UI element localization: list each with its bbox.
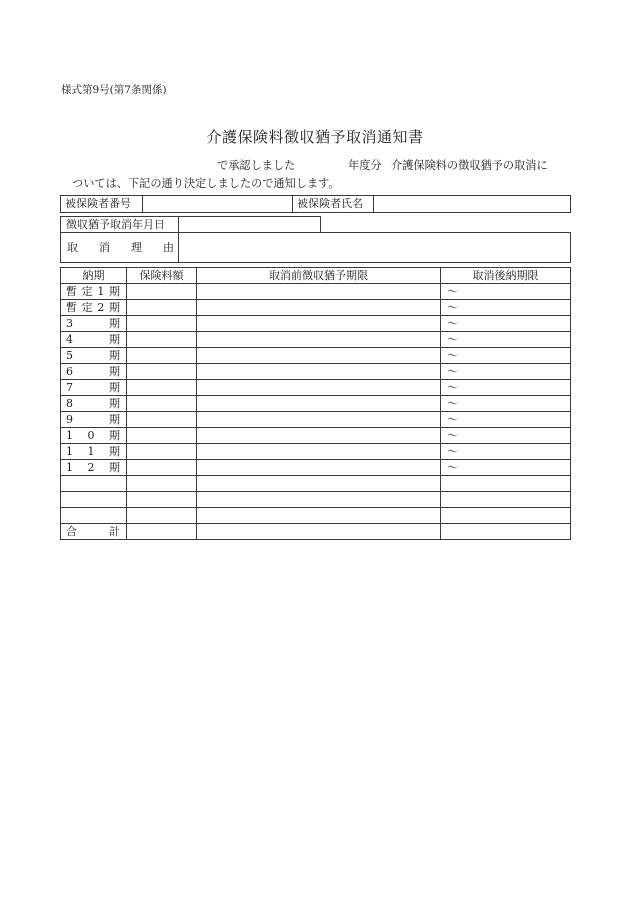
- after-deadline-cell: ～: [441, 332, 571, 348]
- before-deadline-cell: [197, 508, 441, 524]
- period-cell: [61, 460, 127, 476]
- schedule-total-row: [61, 524, 571, 540]
- amount-cell: [127, 364, 197, 380]
- label-char: 5: [66, 348, 73, 362]
- period-cell: [61, 300, 127, 316]
- label-char: 計: [109, 524, 120, 538]
- after-deadline-cell: [441, 508, 571, 524]
- label-char: 2: [87, 460, 95, 474]
- label-char: 1: [66, 460, 73, 474]
- form-number: 様式第9号(第7条関係): [61, 84, 167, 96]
- schedule-row: [61, 476, 571, 492]
- period-cell: [61, 524, 127, 540]
- schedule-row: [61, 364, 571, 380]
- label-char: 期: [108, 284, 120, 298]
- amount-cell: [127, 332, 197, 348]
- amount-cell: [127, 508, 197, 524]
- period-label: [66, 365, 120, 379]
- after-deadline-cell: ～: [441, 412, 571, 428]
- period-cell: [61, 284, 127, 300]
- label-char: 8: [66, 396, 73, 410]
- period-label: [66, 413, 120, 427]
- period-cell: [61, 364, 127, 380]
- period-label: [66, 445, 120, 459]
- period-cell: [61, 380, 127, 396]
- label-char: 期: [109, 316, 120, 330]
- label-char: 取: [67, 240, 78, 254]
- period-cell: [61, 348, 127, 364]
- label-char: 3: [66, 316, 73, 330]
- schedule-row: [61, 300, 571, 316]
- label-char: 期: [109, 332, 120, 346]
- label-char: 2: [97, 300, 105, 314]
- period-label: [66, 333, 120, 347]
- label-char: 理: [131, 240, 142, 254]
- schedule-row: [61, 396, 571, 412]
- label-char: 1: [97, 284, 105, 298]
- after-deadline-cell: ～: [441, 380, 571, 396]
- period-cell: [61, 492, 127, 508]
- label-char: 期: [109, 428, 120, 442]
- before-deadline-cell: [197, 364, 441, 380]
- label-char: 1: [87, 444, 95, 458]
- payment-schedule-table: [60, 267, 571, 540]
- before-deadline-cell: [197, 476, 441, 492]
- before-deadline-cell: [197, 332, 441, 348]
- period-cell: [61, 444, 127, 460]
- before-deadline-cell: [197, 316, 441, 332]
- before-deadline-cell: [197, 428, 441, 444]
- period-cell: [61, 316, 127, 332]
- header-payment-period: 納期: [61, 268, 127, 284]
- intro-fiscal-year-text: 年度分: [348, 159, 382, 172]
- schedule-row: [61, 316, 571, 332]
- before-deadline-cell: [197, 460, 441, 476]
- amount-cell: [127, 284, 197, 300]
- before-deadline-cell: [197, 284, 441, 300]
- schedule-row: [61, 460, 571, 476]
- amount-cell: [127, 444, 197, 460]
- label-char: 定: [81, 284, 93, 298]
- amount-cell: [127, 300, 197, 316]
- insured-info-table: [60, 195, 571, 213]
- amount-cell: [127, 380, 197, 396]
- after-deadline-cell: ～: [441, 316, 571, 332]
- schedule-row: [61, 444, 571, 460]
- before-deadline-cell: [197, 412, 441, 428]
- label-char: 合: [66, 524, 77, 538]
- header-premium-amount: 保険料額: [127, 268, 197, 284]
- schedule-header-row: [61, 268, 571, 284]
- after-deadline-cell: [441, 492, 571, 508]
- amount-cell: [127, 476, 197, 492]
- period-label: [66, 301, 120, 315]
- cancellation-reason-value: [179, 233, 571, 263]
- period-cell: [61, 476, 127, 492]
- before-deadline-cell: [197, 444, 441, 460]
- period-label: [66, 349, 120, 363]
- before-deadline-cell: [197, 348, 441, 364]
- after-deadline-cell: ～: [441, 348, 571, 364]
- before-deadline-cell: [197, 492, 441, 508]
- cancellation-date-row: [61, 217, 321, 233]
- period-cell: [61, 428, 127, 444]
- label-char: 1: [66, 428, 73, 442]
- label-char: 1: [66, 444, 73, 458]
- before-deadline-cell: [197, 396, 441, 412]
- period-cell: [61, 508, 127, 524]
- period-cell: [61, 332, 127, 348]
- amount-cell: [127, 524, 197, 540]
- period-cell: [61, 412, 127, 428]
- label-char: 期: [109, 396, 120, 410]
- period-label: [66, 317, 120, 331]
- intro-notice-text: ついては、下記の通り決定しましたので通知します。: [72, 177, 340, 190]
- before-deadline-cell: [197, 380, 441, 396]
- cancellation-date-label: 徴収猶予取消年月日: [61, 217, 179, 233]
- label-char: 定: [81, 300, 93, 314]
- period-label: [66, 461, 120, 475]
- header-before-deadline: 取消前徴収猶予期限: [197, 268, 441, 284]
- label-char: 期: [108, 300, 120, 314]
- after-deadline-cell: ～: [441, 284, 571, 300]
- document-title: 介護保険料徴収猶予取消通知書: [206, 128, 424, 146]
- amount-cell: [127, 348, 197, 364]
- after-deadline-cell: ～: [441, 300, 571, 316]
- schedule-row: [61, 412, 571, 428]
- schedule-row: [61, 332, 571, 348]
- before-deadline-cell: [197, 524, 441, 540]
- after-deadline-cell: [441, 524, 571, 540]
- label-char: 4: [66, 332, 73, 346]
- insured-name-value: [374, 196, 571, 213]
- period-label: [66, 397, 120, 411]
- schedule-row: [61, 492, 571, 508]
- schedule-body: [61, 284, 571, 540]
- cancellation-reason-table: [60, 232, 571, 263]
- after-deadline-cell: ～: [441, 444, 571, 460]
- label-char: 6: [66, 364, 73, 378]
- label-char: 期: [109, 412, 120, 426]
- amount-cell: [127, 316, 197, 332]
- cancellation-date-table: [60, 216, 321, 233]
- insured-number-value: [143, 196, 293, 213]
- amount-cell: [127, 492, 197, 508]
- cancellation-reason-label: [67, 241, 174, 255]
- label-char: 期: [109, 444, 120, 458]
- period-label: [66, 525, 120, 539]
- after-deadline-cell: ～: [441, 396, 571, 412]
- amount-cell: [127, 460, 197, 476]
- label-char: 0: [87, 428, 95, 442]
- label-char: 暫: [66, 300, 77, 314]
- period-label: [66, 381, 120, 395]
- label-char: 期: [109, 380, 120, 394]
- cancellation-reason-label-cell: [61, 233, 179, 263]
- period-label: [66, 285, 120, 299]
- period-label: [66, 429, 120, 443]
- schedule-row: [61, 284, 571, 300]
- amount-cell: [127, 412, 197, 428]
- insured-name-label: 被保険者氏名: [293, 196, 374, 213]
- after-deadline-cell: ～: [441, 460, 571, 476]
- amount-cell: [127, 396, 197, 412]
- schedule-row: [61, 428, 571, 444]
- schedule-row: [61, 508, 571, 524]
- insured-number-label: 被保険者番号: [61, 196, 143, 213]
- period-cell: [61, 396, 127, 412]
- intro-approved-text: で承認しました: [217, 159, 296, 172]
- label-char: 消: [99, 240, 110, 254]
- label-char: 由: [163, 240, 174, 254]
- after-deadline-cell: ～: [441, 364, 571, 380]
- cancellation-reason-row: [61, 233, 571, 263]
- label-char: 期: [109, 348, 120, 362]
- intro-cancellation-text: 介護保険料の徴収猶予の取消に: [391, 159, 548, 172]
- amount-cell: [127, 428, 197, 444]
- label-char: 期: [109, 364, 120, 378]
- label-char: 7: [66, 380, 73, 394]
- label-char: 期: [109, 460, 120, 474]
- header-after-deadline: 取消後納期限: [441, 268, 571, 284]
- schedule-row: [61, 380, 571, 396]
- after-deadline-cell: ～: [441, 428, 571, 444]
- label-char: 9: [66, 412, 73, 426]
- insured-info-row: [61, 196, 571, 213]
- schedule-row: [61, 348, 571, 364]
- before-deadline-cell: [197, 300, 441, 316]
- cancellation-date-value: [179, 217, 321, 233]
- label-char: 暫: [66, 284, 77, 298]
- after-deadline-cell: [441, 476, 571, 492]
